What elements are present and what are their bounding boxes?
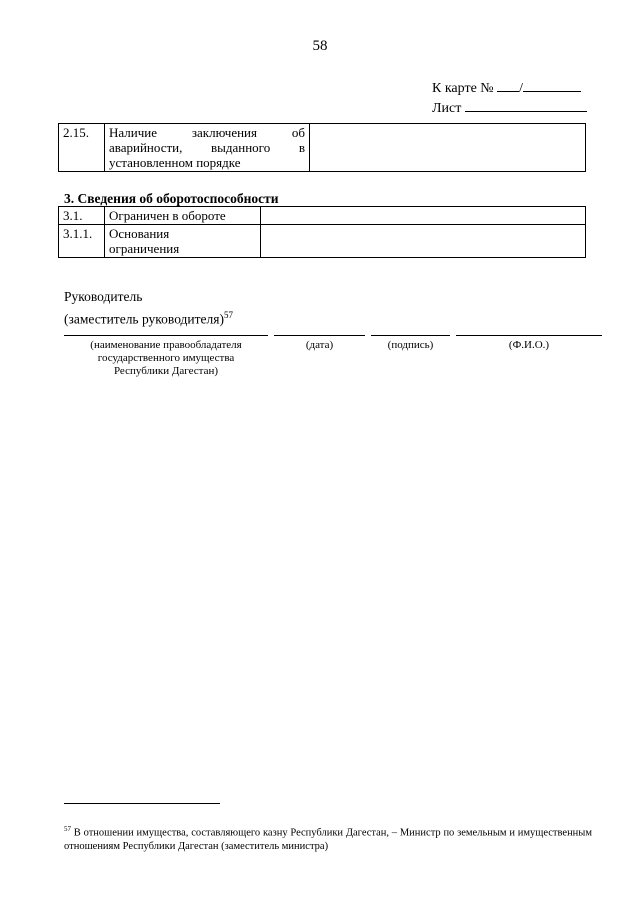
footnote-number: 57 — [64, 825, 71, 833]
name-signature-line[interactable] — [456, 335, 602, 336]
caption-sign: (подпись) — [387, 339, 434, 351]
row-number: 3.1.1. — [59, 225, 105, 258]
page-number: 58 — [312, 38, 328, 54]
row-value-cell[interactable] — [261, 225, 586, 258]
footnote-divider — [64, 803, 220, 804]
footnote — [64, 823, 592, 853]
date-signature-line[interactable] — [274, 335, 365, 336]
table-row — [59, 207, 586, 225]
card-number-field-2[interactable] — [523, 78, 581, 92]
table-row — [59, 225, 586, 258]
caption-org: (наименование правообладателя государственного имущества Республики Дагестан) — [90, 339, 242, 377]
row-number: 3.1. — [59, 207, 105, 225]
sign-signature-line[interactable] — [371, 335, 450, 336]
row-label: Основания ограничения — [105, 225, 261, 258]
section-title: 3. Сведения об оборотоспособности — [64, 191, 279, 206]
sheet-line — [432, 98, 587, 118]
card-number-line: К карте № / — [432, 78, 587, 98]
row-value-cell[interactable] — [310, 124, 586, 172]
sheet-field[interactable] — [465, 98, 587, 112]
row-number: 2.15. — [59, 124, 105, 172]
caption-date: (дата) — [305, 339, 334, 351]
row-label: Ограничен в обороте — [105, 207, 261, 225]
row-label: Наличие заключения об аварийности, выданного в установленном порядке — [105, 124, 310, 172]
card-number-field[interactable] — [497, 78, 519, 92]
turnover-table — [58, 206, 586, 258]
card-reference — [432, 78, 587, 118]
card-number-label: К карте № — [432, 81, 494, 96]
sheet-label: Лист — [432, 101, 462, 116]
row-value-cell[interactable] — [261, 207, 586, 225]
footnote-text: В отношении имущества, составляющего казну Республики Дагестан, – Министр по земельным и имущественным отношениям Республики Дагестан (заместитель министра) — [64, 827, 593, 852]
caption-name: (Ф.И.О.) — [508, 339, 550, 351]
head-label: Руководитель (заместитель руководителя)$^{57}$ — [64, 289, 233, 327]
org-signature-line[interactable] — [64, 335, 268, 336]
table-row-2-15 — [58, 123, 586, 172]
footnote-mark: 57 — [223, 310, 233, 320]
